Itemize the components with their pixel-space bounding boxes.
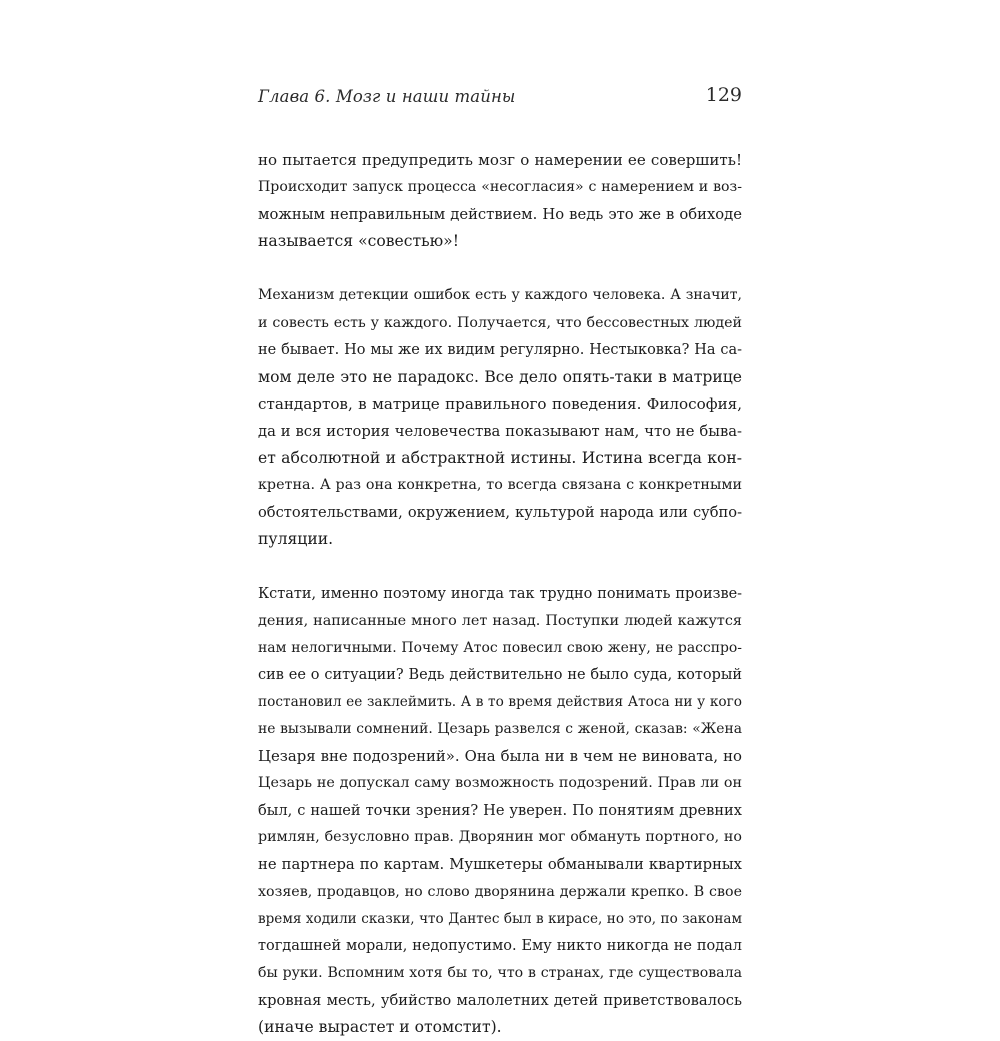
running-head: [258, 84, 742, 114]
text-line: мом деле это не парадокс. Все дело опять-таки в матрице: [258, 364, 742, 391]
text-line: Цезарь не допускал саму возможность подозрений. Прав ли он: [258, 770, 742, 797]
text-line: Механизм детекции ошибок есть у каждого человека. А значит,: [258, 282, 742, 309]
paragraph-gap: [258, 255, 742, 282]
paragraph-3: [258, 581, 742, 1041]
paragraph-gap: [258, 553, 742, 580]
text-line: не партнера по картам. Мушкетеры обманывали квартирных: [258, 851, 742, 878]
text-line: дения, написанные много лет назад. Поступки людей кажутся: [258, 608, 742, 635]
text-line: да и вся история человечества показывают нам, что не быва-: [258, 418, 742, 445]
text-line: и совесть есть у каждого. Получается, что бессовестных людей: [258, 310, 742, 337]
text-line: обстоятельствами, окружением, культурой народа или субпо-: [258, 499, 742, 526]
text-line: ет абсолютной и абстрактной истины. Истина всегда кон-: [258, 445, 742, 472]
text-line: Происходит запуск процесса «несогласия» с намерением и воз-: [258, 174, 742, 201]
text-line: но пытается предупредить мозг о намерении ее совершить!: [258, 147, 742, 174]
text-line: можным неправильным действием. Но ведь это же в обиходе: [258, 201, 742, 228]
text-line: тогдашней морали, недопустимо. Ему никто никогда не подал: [258, 933, 742, 960]
text-line: сив ее о ситуации? Ведь действительно не было суда, который: [258, 662, 742, 689]
text-line: не вызывали сомнений. Цезарь развелся с женой, сказав: «Жена: [258, 716, 742, 743]
text-line: Кстати, именно поэтому иногда так трудно понимать произве-: [258, 581, 742, 608]
text-line: римлян, безусловно прав. Дворянин мог обмануть портного, но: [258, 824, 742, 851]
text-line: был, с нашей точки зрения? Не уверен. По понятиям древних: [258, 797, 742, 824]
text-line: (иначе вырастет и отомстит).: [258, 1014, 742, 1041]
chapter-title: Глава 6. Мозг и наши тайны: [258, 87, 515, 106]
text-line: Цезаря вне подозрений». Она была ни в чем не виновата, но: [258, 743, 742, 770]
text-line: стандартов, в матрице правильного поведения. Философия,: [258, 391, 742, 418]
body-text: [258, 147, 742, 1041]
text-line: кровная месть, убийство малолетних детей приветствовалось: [258, 987, 742, 1014]
text-line: время ходили сказки, что Дантес был в кирасе, но это, по законам: [258, 906, 742, 933]
text-line: называется «совестью»!: [258, 228, 742, 255]
page-number: 129: [706, 84, 742, 106]
paragraph-1: [258, 147, 742, 255]
text-line: пуляции.: [258, 526, 742, 553]
text-line: нам нелогичными. Почему Атос повесил свою жену, не расспро-: [258, 635, 742, 662]
text-line: бы руки. Вспомним хотя бы то, что в странах, где существовала: [258, 960, 742, 987]
text-line: кретна. А раз она конкретна, то всегда связана с конкретными: [258, 472, 742, 499]
paragraph-2: [258, 282, 742, 553]
text-line: хозяев, продавцов, но слово дворянина держали крепко. В свое: [258, 879, 742, 906]
text-line: постановил ее заклеймить. А в то время действия Атоса ни у кого: [258, 689, 742, 716]
text-line: не бывает. Но мы же их видим регулярно. Нестыковка? На са-: [258, 337, 742, 364]
